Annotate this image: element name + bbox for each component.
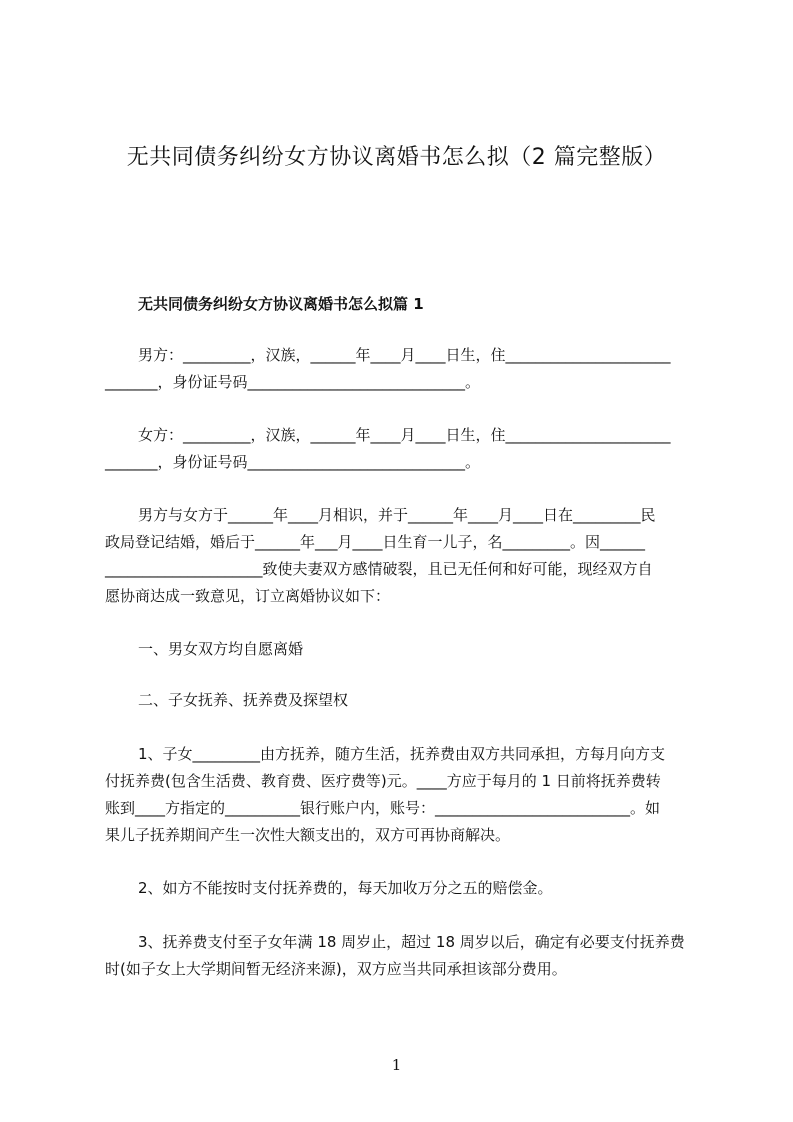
intro-line-1: 男方与女方于______年____月相识，并于______年____月____日在_________民 bbox=[138, 506, 656, 524]
intro-line-3: _____________________致使夫妻双方感情破裂，且已无任何和好可能，现经双方自 bbox=[105, 560, 653, 578]
clause-heading-1: 一、男女双方均自愿离婚 bbox=[138, 640, 304, 658]
item-3-line-1: 3、抚养费支付至子女年满 18 周岁止，超过 18 周岁以后，确定有必要支付抚养费 bbox=[138, 933, 685, 951]
item-2-line-1: 2、如方不能按时支付抚养费的，每天加收万分之五的赔偿金。 bbox=[138, 879, 553, 897]
item-3-line-2: 时(如子女上大学期间暂无经济来源)，双方应当共同承担该部分费用。 bbox=[105, 960, 567, 978]
intro-line-2: 政局登记结婚，婚后于______年___月____日生育一儿子，名_________。因______ bbox=[105, 533, 646, 551]
item-1-line-2: 付抚养费(包含生活费、教育费、医疗费等)元。____方应于每月的 1 日前将抚养费转 bbox=[105, 772, 661, 790]
item-1-line-1: 1、子女_________由方抚养，随方生活，抚养费由双方共同承担，方每月向方支 bbox=[138, 745, 666, 763]
man-info-line-2: _______，身份证号码_____________________________。 bbox=[105, 373, 481, 391]
intro-line-4: 愿协商达成一致意见，订立离婚协议如下： bbox=[105, 587, 391, 605]
woman-info-line-2: _______，身份证号码_____________________________。 bbox=[105, 453, 481, 471]
item-1-line-3: 账到____方指定的__________银行账户内，账号：__________________________。如 bbox=[105, 799, 661, 817]
section-heading: 无共同债务纠纷女方协议离婚书怎么拟篇 1 bbox=[138, 295, 424, 313]
document-title: 无共同债务纠纷女方协议离婚书怎么拟（2 篇完整版） bbox=[126, 145, 667, 170]
man-info-line-1: 男方：_________，汉族，______年____月____日生，住______________________ bbox=[138, 346, 671, 364]
clause-heading-2: 二、子女抚养、抚养费及探望权 bbox=[138, 691, 349, 709]
woman-info-line-1: 女方：_________，汉族，______年____月____日生，住______________________ bbox=[138, 426, 671, 444]
page-number: 1 bbox=[391, 1056, 402, 1074]
item-1-line-4: 果儿子抚养期间产生一次性大额支出的，双方可再协商解决。 bbox=[105, 826, 511, 844]
